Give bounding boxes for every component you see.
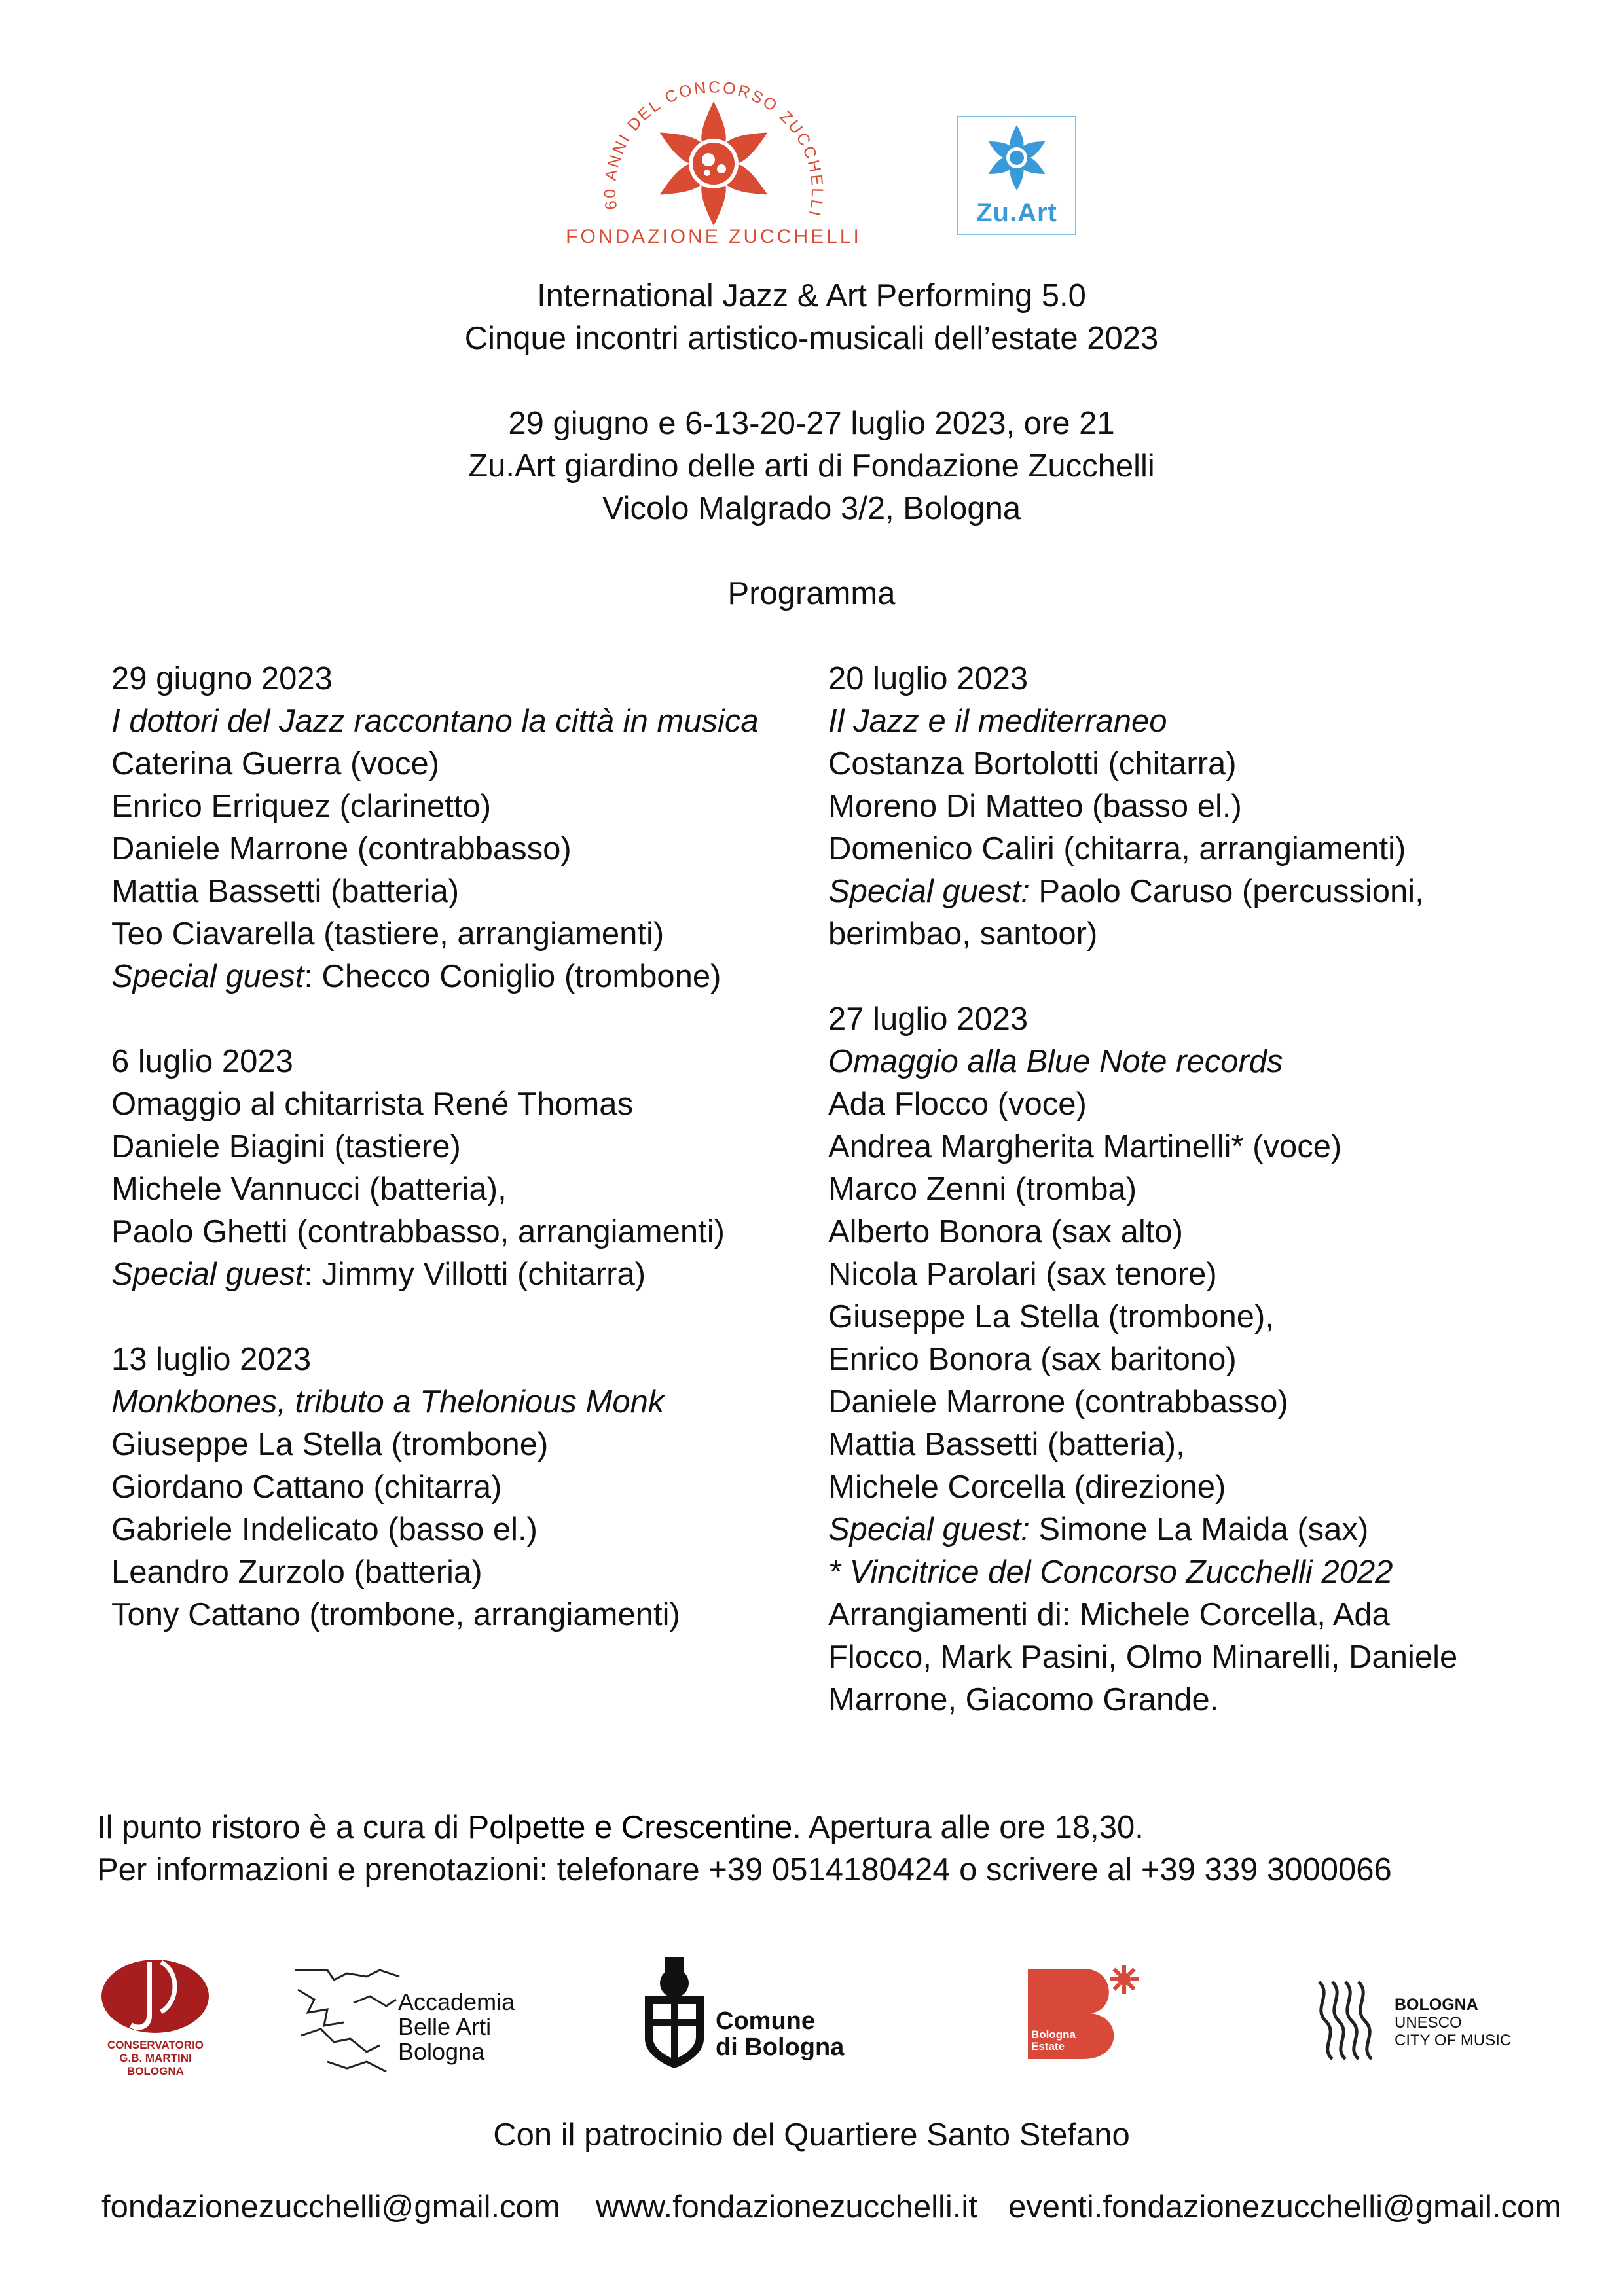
footer-website[interactable]: www.fondazionezucchelli.it (596, 2189, 977, 2225)
performer: Gabriele Indelicato (basso el.) (111, 1512, 538, 1547)
performer: Nicola Parolari (sax tenore) (828, 1257, 1217, 1292)
programma-heading: Programma (727, 576, 896, 611)
svg-text:60 ANNI DEL CONCORSO ZUCCHELLI: 60 ANNI DEL CONCORSO ZUCCHELLI (600, 78, 827, 220)
performer: Giuseppe La Stella (trombone), (828, 1299, 1274, 1335)
performer: Enrico Erriquez (clarinetto) (111, 789, 492, 824)
event-block (111, 1338, 864, 1636)
performer: Enrico Bonora (sax baritono) (828, 1342, 1237, 1377)
event-date: 27 luglio 2023 (828, 1001, 1029, 1037)
performer: Mattia Bassetti (batteria), (828, 1427, 1185, 1462)
venue-name: Zu.Art giardino delle arti di Fondazione Zucchelli (468, 448, 1155, 484)
comune-line1: Comune (716, 2007, 815, 2035)
conservatorio-logo: CONSERVATORIO G.B. MARTINI BOLOGNA (98, 1957, 213, 2094)
accademia-line3: Bologna (398, 2038, 485, 2065)
performer: Giuseppe La Stella (trombone) (111, 1427, 549, 1462)
event-date: 6 luglio 2023 (111, 1044, 293, 1079)
performer: Ada Flocco (voce) (828, 1086, 1087, 1122)
performer: Domenico Caliri (chitarra, arrangiamenti) (828, 831, 1406, 867)
unesco-line3: CITY OF MUSIC (1395, 2032, 1512, 2049)
estate-line1: Bologna (1031, 2028, 1076, 2041)
performer: Teo Ciavarella (tastiere, arrangiamenti) (111, 916, 665, 952)
accademia-line2: Belle Arti (398, 2013, 492, 2040)
venue-address: Vicolo Malgrado 3/2, Bologna (602, 491, 1021, 526)
unesco-logo (1313, 1975, 1535, 2067)
estate-line2: Estate (1031, 2040, 1065, 2053)
event-date: 29 giugno 2023 (111, 661, 333, 696)
arrangements-line: Marrone, Giacomo Grande. (828, 1682, 1219, 1717)
unesco-line1: BOLOGNA (1395, 1996, 1478, 2014)
performer: Daniele Biagini (tastiere) (111, 1129, 461, 1164)
performer: Moreno Di Matteo (basso el.) (828, 789, 1242, 824)
performer: Leandro Zurzolo (batteria) (111, 1554, 483, 1590)
patrocinio: Con il patrocinio del Quartiere Santo Stefano (493, 2117, 1130, 2153)
special-guest: Special guest: Simone La Maida (sax) (828, 1512, 1369, 1547)
performer: Daniele Marrone (contrabbasso) (111, 831, 572, 867)
event-date: 13 luglio 2023 (111, 1342, 312, 1377)
zuart-logo (957, 116, 1076, 235)
ristoro-name: Polpette e Crescentine (467, 1810, 793, 1845)
performer: Paolo Ghetti (contrabbasso, arrangiamenti) (111, 1214, 725, 1249)
performer: Marco Zenni (tromba) (828, 1172, 1137, 1207)
performer: Giordano Cattano (chitarra) (111, 1469, 502, 1505)
event-title: Monkbones, tributo a Thelonious Monk (111, 1384, 665, 1420)
event-block (111, 658, 864, 998)
program-right-column (828, 658, 1581, 1721)
fondazione-name: FONDAZIONE ZUCCHELLI (566, 226, 862, 247)
comune-logo (638, 1957, 848, 2072)
performer: Costanza Bortolotti (chitarra) (828, 746, 1237, 781)
header (0, 275, 1623, 615)
special-guest: Special guest: Paolo Caruso (percussioni, (828, 874, 1424, 909)
performer: Michele Vannucci (batteria), (111, 1172, 507, 1207)
event-dates: 29 giugno e 6-13-20-27 luglio 2023, ore 21 (508, 406, 1115, 441)
performer: Mattia Bassetti (batteria) (111, 874, 460, 909)
event-date: 20 luglio 2023 (828, 661, 1029, 696)
arrangements-line: Arrangiamenti di: Michele Corcella, Ada (828, 1597, 1390, 1632)
arrangements-line: Flocco, Mark Pasini, Olmo Minarelli, Daniele (828, 1640, 1458, 1675)
accademia-logo (288, 1964, 530, 2078)
comune-line2: di Bologna (716, 2034, 845, 2061)
sponsor-logos (0, 1957, 1623, 2108)
event-series-subtitle: Cinque incontri artistico-musicali dell’estate 2023 (464, 321, 1159, 356)
info-block (97, 1806, 1392, 1892)
performer: Andrea Margherita Martinelli* (voce) (828, 1129, 1342, 1164)
performer: Alberto Bonora (sax alto) (828, 1214, 1183, 1249)
bologna-estate-logo (1025, 1962, 1142, 2067)
special-guest-continued: berimbao, santoor) (828, 916, 1098, 952)
footer-events-email[interactable]: eventi.fondazionezucchelli@gmail.com (1008, 2189, 1562, 2225)
performer: Caterina Guerra (voce) (111, 746, 440, 781)
event-block (828, 658, 1581, 956)
accademia-line1: Accademia (398, 1988, 515, 2015)
performer: Tony Cattano (trombone, arrangiamenti) (111, 1597, 680, 1632)
event-block (111, 1041, 864, 1296)
performer: Daniele Marrone (contrabbasso) (828, 1384, 1288, 1420)
footer-email[interactable]: fondazionezucchelli@gmail.com (101, 2189, 560, 2225)
winner-note: * Vincitrice del Concorso Zucchelli 2022 (828, 1554, 1393, 1590)
event-title: Omaggio alla Blue Note records (828, 1044, 1283, 1079)
fondazione-zucchelli-logo (556, 65, 871, 249)
special-guest: Special guest: Checco Coniglio (trombone) (111, 959, 721, 994)
unesco-line2: UNESCO (1395, 2014, 1462, 2032)
zuart-name: Zu.Art (976, 198, 1057, 227)
ristoro-info: Il punto ristoro è a cura di Polpette e Crescentine. Apertura alle ore 18,30. (97, 1810, 1144, 1845)
performer: Michele Corcella (direzione) (828, 1469, 1226, 1505)
contacts-info: Per informazioni e prenotazioni: telefonare +39 0514180424 o scrivere al +39 339 3000066 (97, 1852, 1392, 1888)
special-guest: Special guest: Jimmy Villotti (chitarra) (111, 1257, 646, 1292)
program-left-column (111, 658, 864, 1636)
event-series-title: International Jazz & Art Performing 5.0 (537, 278, 1086, 314)
event-block (828, 998, 1581, 1721)
event-title: Omaggio al chitarrista René Thomas (111, 1086, 634, 1122)
event-title: I dottori del Jazz raccontano la città in musica (111, 704, 759, 739)
event-title: Il Jazz e il mediterraneo (828, 704, 1167, 739)
